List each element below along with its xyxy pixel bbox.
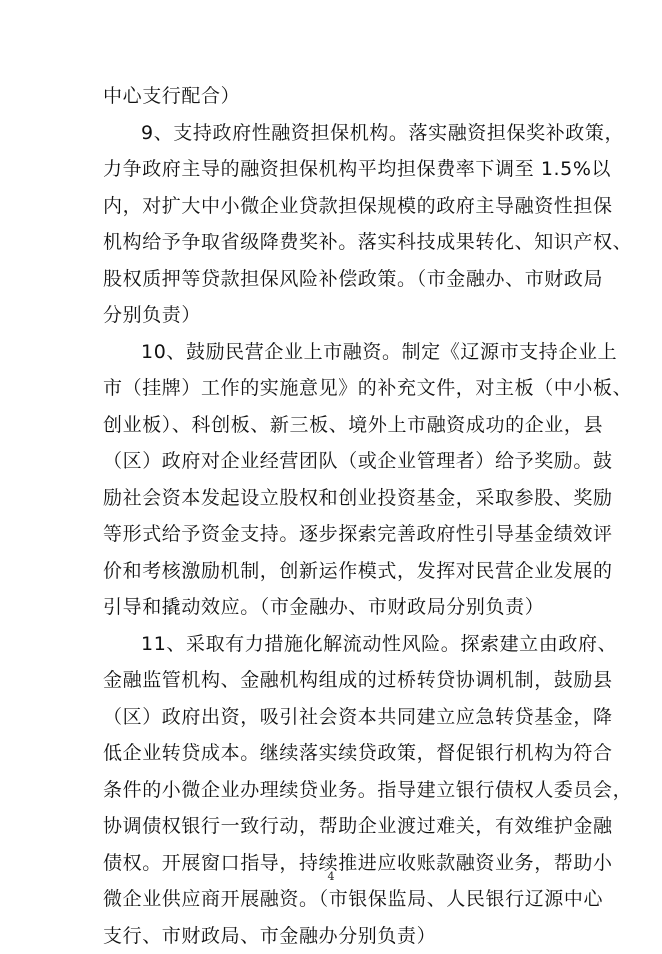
text-line: 创业板）、科创板、新三板、境外上市融资成功的企业，县 xyxy=(103,407,565,444)
text-line: 价和考核激励机制，创新运作模式，发挥对民营企业发展的 xyxy=(103,553,565,590)
text-line: 债权。开展窗口指导，持续推进应收账款融资业务，帮助小 xyxy=(103,845,565,882)
text-line: 机构给予争取省级降费奖补。落实科技成果转化、知识产权、 xyxy=(103,224,565,261)
text-line: 分别负责） xyxy=(103,297,565,334)
text-line: 力争政府主导的融资担保机构平均担保费率下调至 1.5%以 xyxy=(103,151,565,188)
paragraph-first-line: 11、采取有力措施化解流动性风险。探索建立由政府、 xyxy=(103,626,565,663)
text-line: 协调债权银行一致行动，帮助企业渡过难关，有效维护金融 xyxy=(103,808,565,845)
text-line: 中心支行配合） xyxy=(103,78,565,115)
text-line: （区）政府出资，吸引社会资本共同建立应急转贷基金，降 xyxy=(103,699,565,736)
text-line: 市（挂牌）工作的实施意见》的补充文件，对主板（中小板、 xyxy=(103,370,565,407)
text-line: 金融监管机构、金融机构组成的过桥转贷协调机制，鼓励县 xyxy=(103,662,565,699)
text-line: 股权质押等贷款担保风险补偿政策。（市金融办、市财政局 xyxy=(103,261,565,298)
text-line: 内，对扩大中小微企业贷款担保规模的政府主导融资性担保 xyxy=(103,188,565,225)
text-line: 条件的小微企业办理续贷业务。指导建立银行债权人委员会， xyxy=(103,772,565,809)
text-line: 支行、市财政局、市金融办分别负责） xyxy=(103,918,565,954)
page-number: 4 xyxy=(0,870,662,883)
paragraph-first-line: 10、鼓励民营企业上市融资。制定《辽源市支持企业上 xyxy=(103,334,565,371)
text-line: 励社会资本发起设立股权和创业投资基金，采取参股、奖励 xyxy=(103,480,565,517)
text-line: 微企业供应商开展融资。（市银保监局、人民银行辽源中心 xyxy=(103,881,565,918)
text-line: 引导和撬动效应。（市金融办、市财政局分别负责） xyxy=(103,589,565,626)
paragraph-first-line: 9、支持政府性融资担保机构。落实融资担保奖补政策， xyxy=(103,115,565,152)
document-body xyxy=(103,78,565,954)
text-line: （区）政府对企业经营团队（或企业管理者）给予奖励。鼓 xyxy=(103,443,565,480)
text-line: 低企业转贷成本。继续落实续贷政策，督促银行机构为符合 xyxy=(103,735,565,772)
text-line: 等形式给予资金支持。逐步探索完善政府性引导基金绩效评 xyxy=(103,516,565,553)
